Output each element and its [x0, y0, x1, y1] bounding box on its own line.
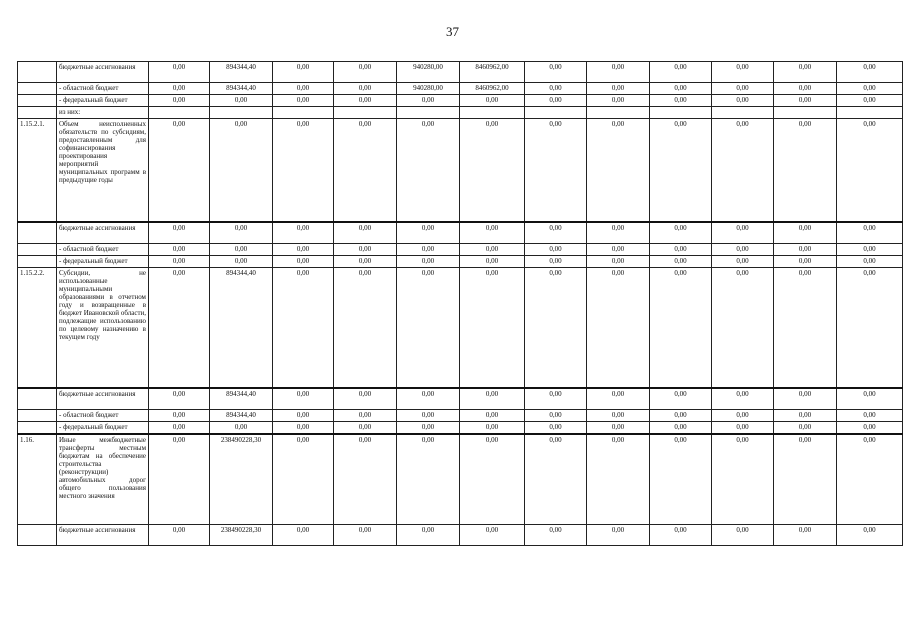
value-cell: 0,00	[587, 524, 650, 545]
value-cell: 0,00	[774, 83, 837, 95]
value-cell: 0,00	[273, 222, 334, 244]
table-row	[18, 255, 903, 267]
value-cell	[334, 107, 397, 119]
row-code	[18, 410, 57, 422]
value-cell	[273, 107, 334, 119]
value-cell: 0,00	[460, 422, 525, 435]
value-cell: 0,00	[837, 222, 903, 244]
value-cell: 0,00	[149, 410, 210, 422]
value-cell: 0,00	[774, 388, 837, 410]
value-cell: 0,00	[712, 388, 774, 410]
row-code: 1.16.	[18, 434, 57, 524]
row-code	[18, 107, 57, 119]
value-cell: 0,00	[273, 410, 334, 422]
value-cell: 0,00	[334, 524, 397, 545]
value-cell: 0,00	[712, 267, 774, 388]
value-cell: 0,00	[774, 222, 837, 244]
value-cell: 0,00	[397, 243, 460, 255]
row-code	[18, 95, 57, 107]
value-cell: 0,00	[397, 222, 460, 244]
value-cell: 0,00	[650, 410, 712, 422]
value-cell: 894344,40	[210, 410, 273, 422]
value-cell: 0,00	[712, 255, 774, 267]
value-cell: 0,00	[397, 434, 460, 524]
value-cell: 0,00	[273, 255, 334, 267]
value-cell: 0,00	[774, 524, 837, 545]
row-label: бюджетные ассигнования	[57, 62, 149, 83]
value-cell: 894344,40	[210, 62, 273, 83]
value-cell	[837, 107, 903, 119]
value-cell: 0,00	[712, 410, 774, 422]
row-label: Иные межбюджетные трансферты местным бюджетам на обеспечение строительства (реконструкции) автомобильных дорог общего пользования местного значения	[57, 434, 149, 524]
value-cell: 0,00	[837, 62, 903, 83]
page-number: 37	[446, 24, 459, 39]
value-cell: 0,00	[587, 119, 650, 222]
value-cell	[712, 107, 774, 119]
value-cell: 0,00	[650, 62, 712, 83]
value-cell: 0,00	[837, 410, 903, 422]
value-cell: 0,00	[774, 243, 837, 255]
value-cell: 0,00	[460, 267, 525, 388]
value-cell: 0,00	[334, 410, 397, 422]
value-cell: 0,00	[837, 83, 903, 95]
value-cell: 0,00	[397, 410, 460, 422]
value-cell: 0,00	[837, 434, 903, 524]
value-cell: 0,00	[460, 410, 525, 422]
value-cell: 0,00	[587, 410, 650, 422]
value-cell: 0,00	[587, 62, 650, 83]
budget-table	[17, 61, 903, 546]
value-cell: 0,00	[525, 388, 587, 410]
table-row	[18, 422, 903, 435]
value-cell	[587, 107, 650, 119]
value-cell: 0,00	[210, 255, 273, 267]
value-cell: 0,00	[712, 243, 774, 255]
value-cell: 0,00	[149, 83, 210, 95]
value-cell: 0,00	[587, 422, 650, 435]
value-cell: 0,00	[774, 410, 837, 422]
value-cell: 0,00	[650, 422, 712, 435]
value-cell: 0,00	[774, 255, 837, 267]
value-cell: 0,00	[149, 243, 210, 255]
value-cell: 0,00	[774, 422, 837, 435]
value-cell	[525, 107, 587, 119]
value-cell: 0,00	[210, 119, 273, 222]
value-cell: 0,00	[712, 95, 774, 107]
value-cell: 0,00	[334, 95, 397, 107]
row-code	[18, 524, 57, 545]
value-cell: 0,00	[837, 267, 903, 388]
value-cell: 0,00	[210, 95, 273, 107]
value-cell: 0,00	[397, 119, 460, 222]
value-cell: 0,00	[712, 222, 774, 244]
value-cell: 0,00	[460, 95, 525, 107]
value-cell: 0,00	[273, 388, 334, 410]
value-cell: 0,00	[587, 434, 650, 524]
value-cell: 0,00	[149, 222, 210, 244]
table-row	[18, 267, 903, 388]
table-row	[18, 107, 903, 119]
value-cell: 0,00	[149, 62, 210, 83]
table-row	[18, 524, 903, 545]
value-cell: 0,00	[712, 83, 774, 95]
value-cell: 0,00	[149, 267, 210, 388]
value-cell: 0,00	[837, 388, 903, 410]
value-cell: 0,00	[273, 83, 334, 95]
value-cell: 0,00	[712, 119, 774, 222]
value-cell: 0,00	[774, 95, 837, 107]
value-cell: 0,00	[334, 388, 397, 410]
row-code	[18, 222, 57, 244]
value-cell: 894344,40	[210, 267, 273, 388]
value-cell: 238490228,30	[210, 434, 273, 524]
value-cell: 0,00	[525, 62, 587, 83]
value-cell: 0,00	[650, 388, 712, 410]
value-cell: 0,00	[837, 119, 903, 222]
value-cell: 0,00	[525, 524, 587, 545]
table-row	[18, 410, 903, 422]
value-cell: 0,00	[460, 388, 525, 410]
value-cell: 8460962,00	[460, 62, 525, 83]
value-cell: 0,00	[334, 255, 397, 267]
value-cell	[650, 107, 712, 119]
value-cell: 0,00	[149, 434, 210, 524]
row-label: бюджетные ассигнования	[57, 524, 149, 545]
value-cell: 0,00	[397, 255, 460, 267]
row-label: - федеральный бюджет	[57, 255, 149, 267]
row-label: - областной бюджет	[57, 83, 149, 95]
value-cell: 0,00	[273, 243, 334, 255]
value-cell: 0,00	[460, 243, 525, 255]
value-cell: 0,00	[334, 422, 397, 435]
value-cell: 0,00	[525, 255, 587, 267]
value-cell: 0,00	[774, 434, 837, 524]
value-cell: 0,00	[650, 524, 712, 545]
table-row	[18, 95, 903, 107]
value-cell: 0,00	[712, 422, 774, 435]
value-cell: 894344,40	[210, 83, 273, 95]
row-code	[18, 255, 57, 267]
value-cell: 940280,00	[397, 83, 460, 95]
value-cell: 0,00	[837, 255, 903, 267]
row-label: - федеральный бюджет	[57, 422, 149, 435]
value-cell: 0,00	[525, 410, 587, 422]
row-label: из них:	[57, 107, 149, 119]
value-cell	[149, 107, 210, 119]
value-cell: 0,00	[210, 422, 273, 435]
value-cell: 0,00	[650, 95, 712, 107]
value-cell: 0,00	[334, 434, 397, 524]
table-row	[18, 119, 903, 222]
row-label: Субсидии, не использованные муниципальными образованиями в отчетном году и возвращенные в бюджет Ивановской области, подлежащие использованию по целевому назначению в текущем году	[57, 267, 149, 388]
value-cell: 0,00	[587, 267, 650, 388]
value-cell: 0,00	[587, 255, 650, 267]
value-cell: 0,00	[397, 95, 460, 107]
value-cell: 0,00	[837, 243, 903, 255]
value-cell: 0,00	[650, 243, 712, 255]
value-cell: 238490228,30	[210, 524, 273, 545]
value-cell: 0,00	[273, 267, 334, 388]
value-cell: 0,00	[525, 434, 587, 524]
value-cell: 0,00	[525, 267, 587, 388]
row-code: 1.15.2.1.	[18, 119, 57, 222]
row-label: бюджетные ассигнования	[57, 222, 149, 244]
row-label: бюджетные ассигнования	[57, 388, 149, 410]
value-cell: 0,00	[334, 267, 397, 388]
value-cell: 0,00	[650, 434, 712, 524]
value-cell: 0,00	[587, 222, 650, 244]
value-cell: 0,00	[273, 95, 334, 107]
row-code	[18, 243, 57, 255]
table-row	[18, 222, 903, 244]
row-code	[18, 388, 57, 410]
value-cell: 0,00	[397, 524, 460, 545]
table-row	[18, 83, 903, 95]
value-cell: 0,00	[525, 243, 587, 255]
row-code	[18, 83, 57, 95]
value-cell: 0,00	[525, 119, 587, 222]
value-cell	[397, 107, 460, 119]
row-label: - областной бюджет	[57, 243, 149, 255]
value-cell: 0,00	[837, 422, 903, 435]
table-row	[18, 434, 903, 524]
value-cell: 0,00	[650, 267, 712, 388]
value-cell: 0,00	[273, 119, 334, 222]
value-cell: 0,00	[334, 62, 397, 83]
value-cell: 0,00	[397, 267, 460, 388]
value-cell: 0,00	[273, 62, 334, 83]
value-cell: 0,00	[460, 255, 525, 267]
value-cell: 0,00	[149, 119, 210, 222]
value-cell	[210, 107, 273, 119]
row-code	[18, 422, 57, 435]
value-cell: 940280,00	[397, 62, 460, 83]
value-cell: 0,00	[334, 243, 397, 255]
value-cell: 0,00	[334, 222, 397, 244]
value-cell: 0,00	[525, 222, 587, 244]
value-cell: 0,00	[587, 95, 650, 107]
value-cell: 0,00	[273, 434, 334, 524]
value-cell: 0,00	[837, 95, 903, 107]
value-cell: 0,00	[334, 119, 397, 222]
row-label: Объем неисполненных обязательств по субсидиям, предоставленным для софинансирования проектирования мероприятий муниципальных программ в предыдущие годы	[57, 119, 149, 222]
value-cell	[460, 107, 525, 119]
value-cell: 0,00	[650, 119, 712, 222]
value-cell: 0,00	[334, 83, 397, 95]
value-cell: 0,00	[460, 119, 525, 222]
row-label: - областной бюджет	[57, 410, 149, 422]
row-code: 1.15.2.2.	[18, 267, 57, 388]
value-cell: 0,00	[149, 422, 210, 435]
value-cell: 0,00	[587, 388, 650, 410]
value-cell: 0,00	[397, 422, 460, 435]
value-cell: 0,00	[525, 422, 587, 435]
value-cell: 0,00	[712, 524, 774, 545]
value-cell: 0,00	[774, 267, 837, 388]
value-cell: 0,00	[273, 422, 334, 435]
value-cell: 0,00	[774, 119, 837, 222]
value-cell: 0,00	[149, 255, 210, 267]
value-cell: 0,00	[712, 62, 774, 83]
table-row	[18, 62, 903, 83]
value-cell: 0,00	[837, 524, 903, 545]
table-row	[18, 243, 903, 255]
value-cell: 0,00	[587, 243, 650, 255]
row-label: - федеральный бюджет	[57, 95, 149, 107]
value-cell: 0,00	[149, 388, 210, 410]
value-cell: 0,00	[525, 95, 587, 107]
value-cell	[774, 107, 837, 119]
value-cell: 0,00	[650, 255, 712, 267]
value-cell: 0,00	[774, 62, 837, 83]
value-cell: 0,00	[397, 388, 460, 410]
value-cell: 0,00	[587, 83, 650, 95]
row-code	[18, 62, 57, 83]
value-cell: 0,00	[460, 222, 525, 244]
value-cell: 0,00	[210, 222, 273, 244]
value-cell: 0,00	[525, 83, 587, 95]
value-cell: 0,00	[149, 95, 210, 107]
value-cell: 8460962,00	[460, 83, 525, 95]
value-cell: 894344,40	[210, 388, 273, 410]
value-cell: 0,00	[460, 524, 525, 545]
value-cell: 0,00	[460, 434, 525, 524]
value-cell: 0,00	[650, 83, 712, 95]
value-cell: 0,00	[273, 524, 334, 545]
value-cell: 0,00	[712, 434, 774, 524]
value-cell: 0,00	[650, 222, 712, 244]
value-cell: 0,00	[210, 243, 273, 255]
table-row	[18, 388, 903, 410]
value-cell: 0,00	[149, 524, 210, 545]
